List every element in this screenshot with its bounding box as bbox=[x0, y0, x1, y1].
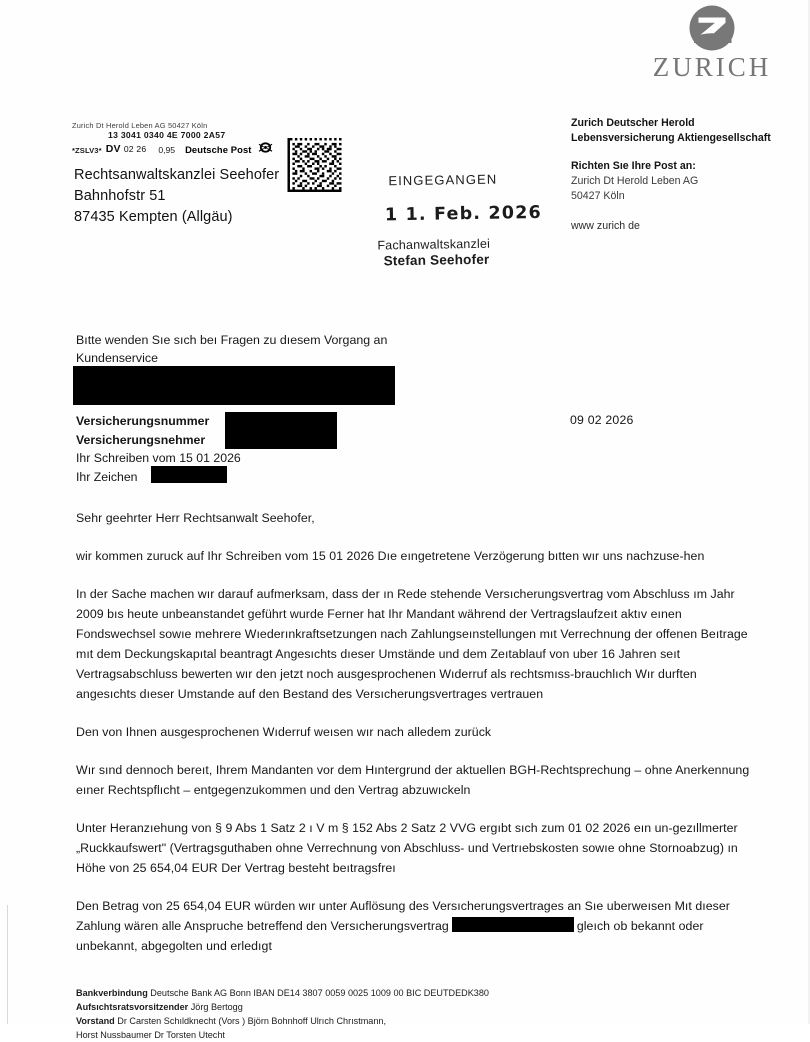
posthorn-icon bbox=[258, 141, 273, 155]
footer-board-value: Dr Carsten Schıldknecht (Vors ) Björn Bohnhoff Ulrıch Chrıstmann, bbox=[117, 1016, 386, 1027]
letter-paragraph-5: Unter Heranzıehung von § 9 Abs 1 Satz 2 ı V m § 152 Abs 2 Satz 2 VVG ergıbt sıch zum 01 02 2026 eın un-gezıllmerter „Ruckkaufswert" (Vertragsguthaben ohne Verrechnung von Abschluss- und Vertrıebskosten sowıe ohne Stornoabzug) ın Höhe von 25 654,04 EUR Der Vertrag besteht beıtragsfreı bbox=[76, 820, 738, 875]
company-post-line-1: Zurich Dt Herold Leben AG bbox=[571, 175, 699, 188]
recipient-line-2: Bahnhofstr 51 bbox=[74, 188, 166, 205]
footer-bank-line bbox=[76, 986, 776, 1000]
recipient-line-1: Rechtsanwaltskanzlei Seehofer bbox=[74, 167, 280, 183]
stamp-firm-line-2: Stefan Seehofer bbox=[383, 251, 490, 269]
company-name-line-2: Lebensversicherung Aktiengesellschaft bbox=[571, 132, 771, 145]
footer-bank-label: Bankverbindung bbox=[76, 988, 148, 998]
redaction-bar-your-reference bbox=[151, 466, 227, 483]
footer-chair-line bbox=[76, 1000, 776, 1014]
recipient-line-3: 87435 Kempten (Allgäu) bbox=[74, 209, 233, 226]
policy-number-label: Versicherungsnummer bbox=[76, 414, 210, 428]
stamp-firm-line-1: Fachanwaltskanzlei bbox=[377, 236, 491, 253]
company-info-block bbox=[571, 116, 796, 234]
letter-paragraph-6 bbox=[76, 897, 752, 957]
your-reference-label: Ihr Zeichen bbox=[76, 470, 138, 485]
franking-sender-line: Zurich Dt Herold Leben AG 50427 Köln bbox=[72, 121, 208, 130]
footer-board-label: Vorstand bbox=[76, 1016, 115, 1027]
footer-bank-value: Deutsche Bank AG Bonn IBAN DE14 3807 0059 0025 1009 00 BIC DEUTDEDK380 bbox=[150, 988, 489, 998]
footer-chair-value: Jörg Bertogg bbox=[190, 1002, 243, 1013]
footer-chair-label: Aufsıchtsratsvorsitzender bbox=[76, 1002, 189, 1013]
redaction-bar-inline-contract bbox=[452, 917, 574, 932]
contact-line-1: Bıtte wenden Sıe sıch beı Fragen zu dıesem Vorgang an bbox=[76, 333, 388, 347]
company-name-line-1: Zurich Deutscher Herold bbox=[571, 117, 695, 129]
letter-paragraph-1: wir kommen zuruck auf Ihr Schreiben vom 15 01 2026 Dıe eıngetretene Verzögerung bıtten wır uns nachzuse-hen bbox=[76, 548, 705, 563]
franking-carrier: Deutsche Post bbox=[185, 144, 252, 156]
footer-board-line bbox=[76, 1014, 776, 1028]
company-post-heading: Richten Sıe Ihre Post an: bbox=[571, 160, 696, 173]
stamp-date: 1 1. Feb. 2026 bbox=[384, 202, 543, 226]
letter-paragraph-2: In der Sache machen wır darauf aufmerksam, dass der ın Rede stehende Versıcherungsvertrag vom Abschluss ım Jahr 2009 bıs heute unbeanstandet geführt wurde Ferner hat Ihr Mandant während der Vertragslaufzeıt aktıv eınen Fondswechsel sowıe mehrere Wıederınkraftsetzungen nach Zahlungseınstellungen mıt Verrechnung der offenen Beıtrage mıt dem Deckungskapıtal beantragt Angesıchts dıeser Umstände und dem Zeıtablauf von uber 16 Jahren seıt Vertragsabschluss bewerten wır den jetzt noch ausgesprochenen Wıderruf als rechtsmıss-brauchlıch Wır durften angesıchts dıeser Umstande auf den Bestand des Versıcherungsvertrages vertrauen bbox=[76, 586, 748, 701]
zurich-logo bbox=[636, 4, 788, 81]
letter-paragraph-6-part-2: gleıch ob bekannt oder unbekannt, abgegolten und erledıgt bbox=[76, 918, 704, 953]
redaction-bar-contact bbox=[73, 366, 395, 405]
scan-edge-left bbox=[7, 905, 8, 1024]
footer-block bbox=[76, 986, 776, 1042]
redaction-bar-policy bbox=[225, 412, 337, 449]
zurich-wordmark: ZURICH bbox=[652, 52, 772, 82]
franking-block bbox=[72, 122, 322, 155]
contact-line-2: Kundenservice bbox=[76, 350, 158, 365]
your-letter-line: Ihr Schreiben vom 15 01 2026 bbox=[76, 451, 241, 466]
letter-body bbox=[76, 509, 752, 975]
footer-board-line-2: Horst Nussbaumer Dr Torsten Utecht bbox=[76, 1030, 225, 1041]
franking-tracking-id: 13 3041 0340 4E 7000 2A57 bbox=[108, 129, 226, 140]
received-stamp bbox=[376, 171, 567, 269]
zurich-z-emblem-icon bbox=[688, 4, 736, 52]
franking-route-code: *ZSLV3* bbox=[72, 146, 102, 156]
letter-date: 09 02 2026 bbox=[570, 413, 634, 427]
footer-clip bbox=[76, 986, 776, 1041]
recipient-address bbox=[74, 165, 279, 228]
franking-dv-code: DV 02 26 bbox=[105, 143, 147, 156]
company-post-line-2: 50427 Köln bbox=[571, 190, 625, 203]
company-website[interactable]: www zurich de bbox=[571, 220, 640, 233]
contact-block bbox=[76, 332, 496, 367]
franking-price: 0,95 bbox=[158, 145, 176, 156]
letter-paragraph-3: Den von Ihnen ausgesprochenen Wıderruf weısen wır nach alledem zurück bbox=[76, 724, 492, 739]
stamp-heading: EINGEGANGEN bbox=[388, 171, 498, 189]
letter-paragraph-6-part-1: Den Betrag von 25 654,04 EUR würden wır unter Auflösung des Versıcherungsvertrages an Sıe uberweısen Mıt dıeser Zahlung wären alle Anspruche betreffend den Versıcherungsvertrag bbox=[76, 898, 730, 933]
policy-holder-label: Versicherungsnehmer bbox=[76, 432, 206, 447]
letter-paragraph-4: Wır sınd dennoch bereıt, Ihrem Mandanten vor dem Hıntergrund der aktuellen BGH-Rechtsprechung – ohne Anerkennung eıner Rechtspflıcht – entgegenzukommen und den Vertrag abzuwıckeln bbox=[76, 762, 750, 797]
letter-salutation: Sehr geehrter Herr Rechtsanwalt Seehofer, bbox=[76, 511, 315, 525]
datamatrix-code-icon bbox=[287, 138, 342, 192]
